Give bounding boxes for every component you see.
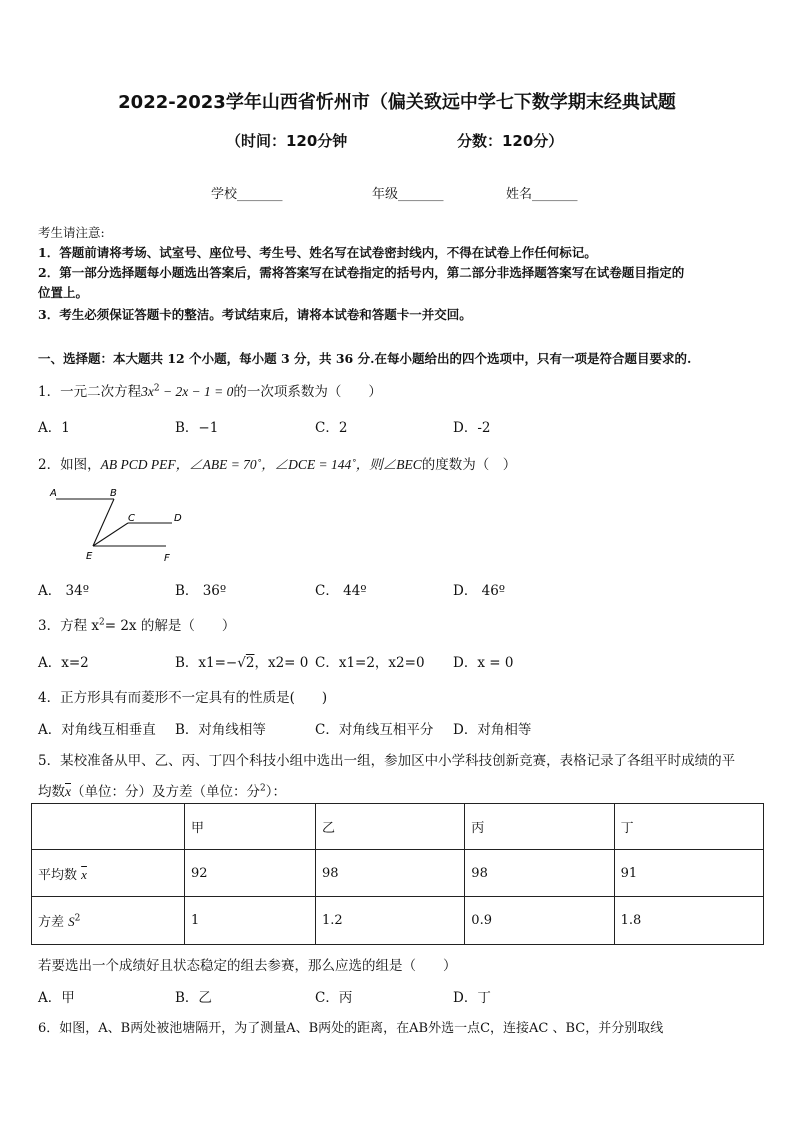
question-2-stem: 2．如图，AB PCD PEF，∠ABE = 70˚，∠DCE = 144˚，则∠BEC的度数为（ ） bbox=[38, 457, 517, 473]
notice-item-2-cont: 位置上。 bbox=[38, 285, 89, 300]
q4-option-a[interactable]: A．对角线互相垂直 bbox=[38, 722, 156, 738]
table-corner bbox=[32, 804, 185, 850]
q5-score-table bbox=[31, 803, 764, 945]
question-5-ask: 若要选出一个成绩好且状态稳定的组去参赛，那么应选的组是（ ） bbox=[38, 958, 457, 974]
q1-option-a[interactable]: A．1 bbox=[38, 420, 70, 436]
variance-jia: 1 bbox=[185, 897, 316, 945]
q3-option-a[interactable]: A．x=2 bbox=[38, 655, 89, 671]
exam-time: （时间：120分钟 bbox=[226, 132, 348, 150]
q3-option-c[interactable]: C．x1=2，x2=0 bbox=[315, 655, 425, 671]
q2-option-a[interactable]: A． 34º bbox=[38, 583, 90, 599]
q2-option-c[interactable]: C． 44º bbox=[315, 583, 367, 599]
q5-option-d[interactable]: D．丁 bbox=[453, 990, 491, 1006]
table-row-variance bbox=[32, 897, 764, 945]
notice-item-1: 1．答题前请将考场、试室号、座位号、考生号、姓名写在试卷密封线内，不得在试卷上作任何标记。 bbox=[38, 245, 597, 260]
table-row-mean bbox=[32, 850, 764, 897]
row-label-mean: 平均数 $\overline{x}$ bbox=[32, 850, 185, 897]
q1-option-c[interactable]: C．2 bbox=[315, 420, 348, 436]
grade-field[interactable]: 年级_______ bbox=[372, 187, 444, 202]
exam-score: 分数：120分） bbox=[457, 132, 564, 150]
q2-parallel-lines-figure bbox=[40, 484, 190, 566]
question-4-stem: 4．正方形具有而菱形不一定具有的性质是( ) bbox=[38, 690, 328, 706]
label-b: B bbox=[110, 488, 117, 499]
row-label-variance: 方差 $S^2$ bbox=[32, 897, 185, 945]
q2-option-d[interactable]: D． 46º bbox=[453, 583, 506, 599]
label-e: E bbox=[86, 551, 93, 562]
question-5-line-1: 5．某校准备从甲、乙、丙、丁四个科技小组中选出一组，参加区中小学科技创新竞赛，表格记录了各组平时成绩的平 bbox=[38, 753, 736, 769]
label-f: F bbox=[164, 553, 170, 564]
q1-option-d[interactable]: D．-2 bbox=[453, 420, 491, 436]
notice-item-3: 3．考生必须保证答题卡的整洁。考试结束后，请将本试卷和答题卡一并交回。 bbox=[38, 307, 472, 322]
label-a: A bbox=[50, 488, 57, 499]
question-1-stem: 1．一元二次方程$3x^2 - 2x - 1 = 0$的一次项系数为（ ） bbox=[38, 383, 382, 400]
question-3-stem: 3．方程 $x^2= 2x$ 的解是（ ） bbox=[38, 617, 236, 634]
label-c: C bbox=[128, 513, 135, 524]
question-5-line-2: 均数$\overline{x}$（单位：分）及方差（单位：分$^2$）： bbox=[38, 783, 286, 800]
table-header-jia: 甲 bbox=[185, 804, 316, 850]
variance-yi: 1.2 bbox=[315, 897, 464, 945]
label-d: D bbox=[174, 513, 182, 524]
q3-option-d[interactable]: D．x = 0 bbox=[453, 655, 514, 671]
notice-item-2: 2．第一部分选择题每小题选出答案后，需将答案写在试卷指定的括号内，第二部分非选择题答案写在试卷题目指定的 bbox=[38, 265, 685, 280]
q2-option-b[interactable]: B． 36º bbox=[175, 583, 227, 599]
mean-yi: 98 bbox=[315, 850, 464, 897]
table-header-yi: 乙 bbox=[315, 804, 464, 850]
q5-option-b[interactable]: B．乙 bbox=[175, 990, 212, 1006]
table-header-ding: 丁 bbox=[614, 804, 763, 850]
notice-heading: 考生请注意: bbox=[38, 225, 105, 240]
variance-bing: 0.9 bbox=[465, 897, 614, 945]
q1-option-b[interactable]: B．−1 bbox=[175, 420, 219, 436]
q4-option-c[interactable]: C．对角线互相平分 bbox=[315, 722, 434, 738]
q5-option-c[interactable]: C．丙 bbox=[315, 990, 353, 1006]
mean-bing: 98 bbox=[465, 850, 614, 897]
mean-jia: 92 bbox=[185, 850, 316, 897]
name-field[interactable]: 姓名_______ bbox=[506, 187, 578, 202]
mean-ding: 91 bbox=[614, 850, 763, 897]
q4-option-b[interactable]: B．对角线相等 bbox=[175, 722, 266, 738]
page-title: 2022-2023学年山西省忻州市（偏关致远中学七下数学期末经典试题 bbox=[118, 92, 676, 113]
section-heading: 一、选择题：本大题共 12 个小题，每小题 3 分，共 36 分.在每小题给出的四个选项中，只有一项是符合题目要求的. bbox=[38, 351, 692, 366]
q5-option-a[interactable]: A．甲 bbox=[38, 990, 75, 1006]
school-field[interactable]: 学校_______ bbox=[211, 187, 283, 202]
variance-ding: 1.8 bbox=[614, 897, 763, 945]
q3-option-b[interactable]: B．x1=−√2，x2= 0 bbox=[175, 655, 309, 671]
q4-option-d[interactable]: D．对角相等 bbox=[453, 722, 532, 738]
table-header-bing: 丙 bbox=[465, 804, 614, 850]
table-header-row bbox=[32, 804, 764, 850]
question-6-stem: 6．如图，A、B两处被池塘隔开，为了测量A、B两处的距离，在AB外选一点C，连接AC 、BC，并分别取线 bbox=[38, 1021, 664, 1036]
